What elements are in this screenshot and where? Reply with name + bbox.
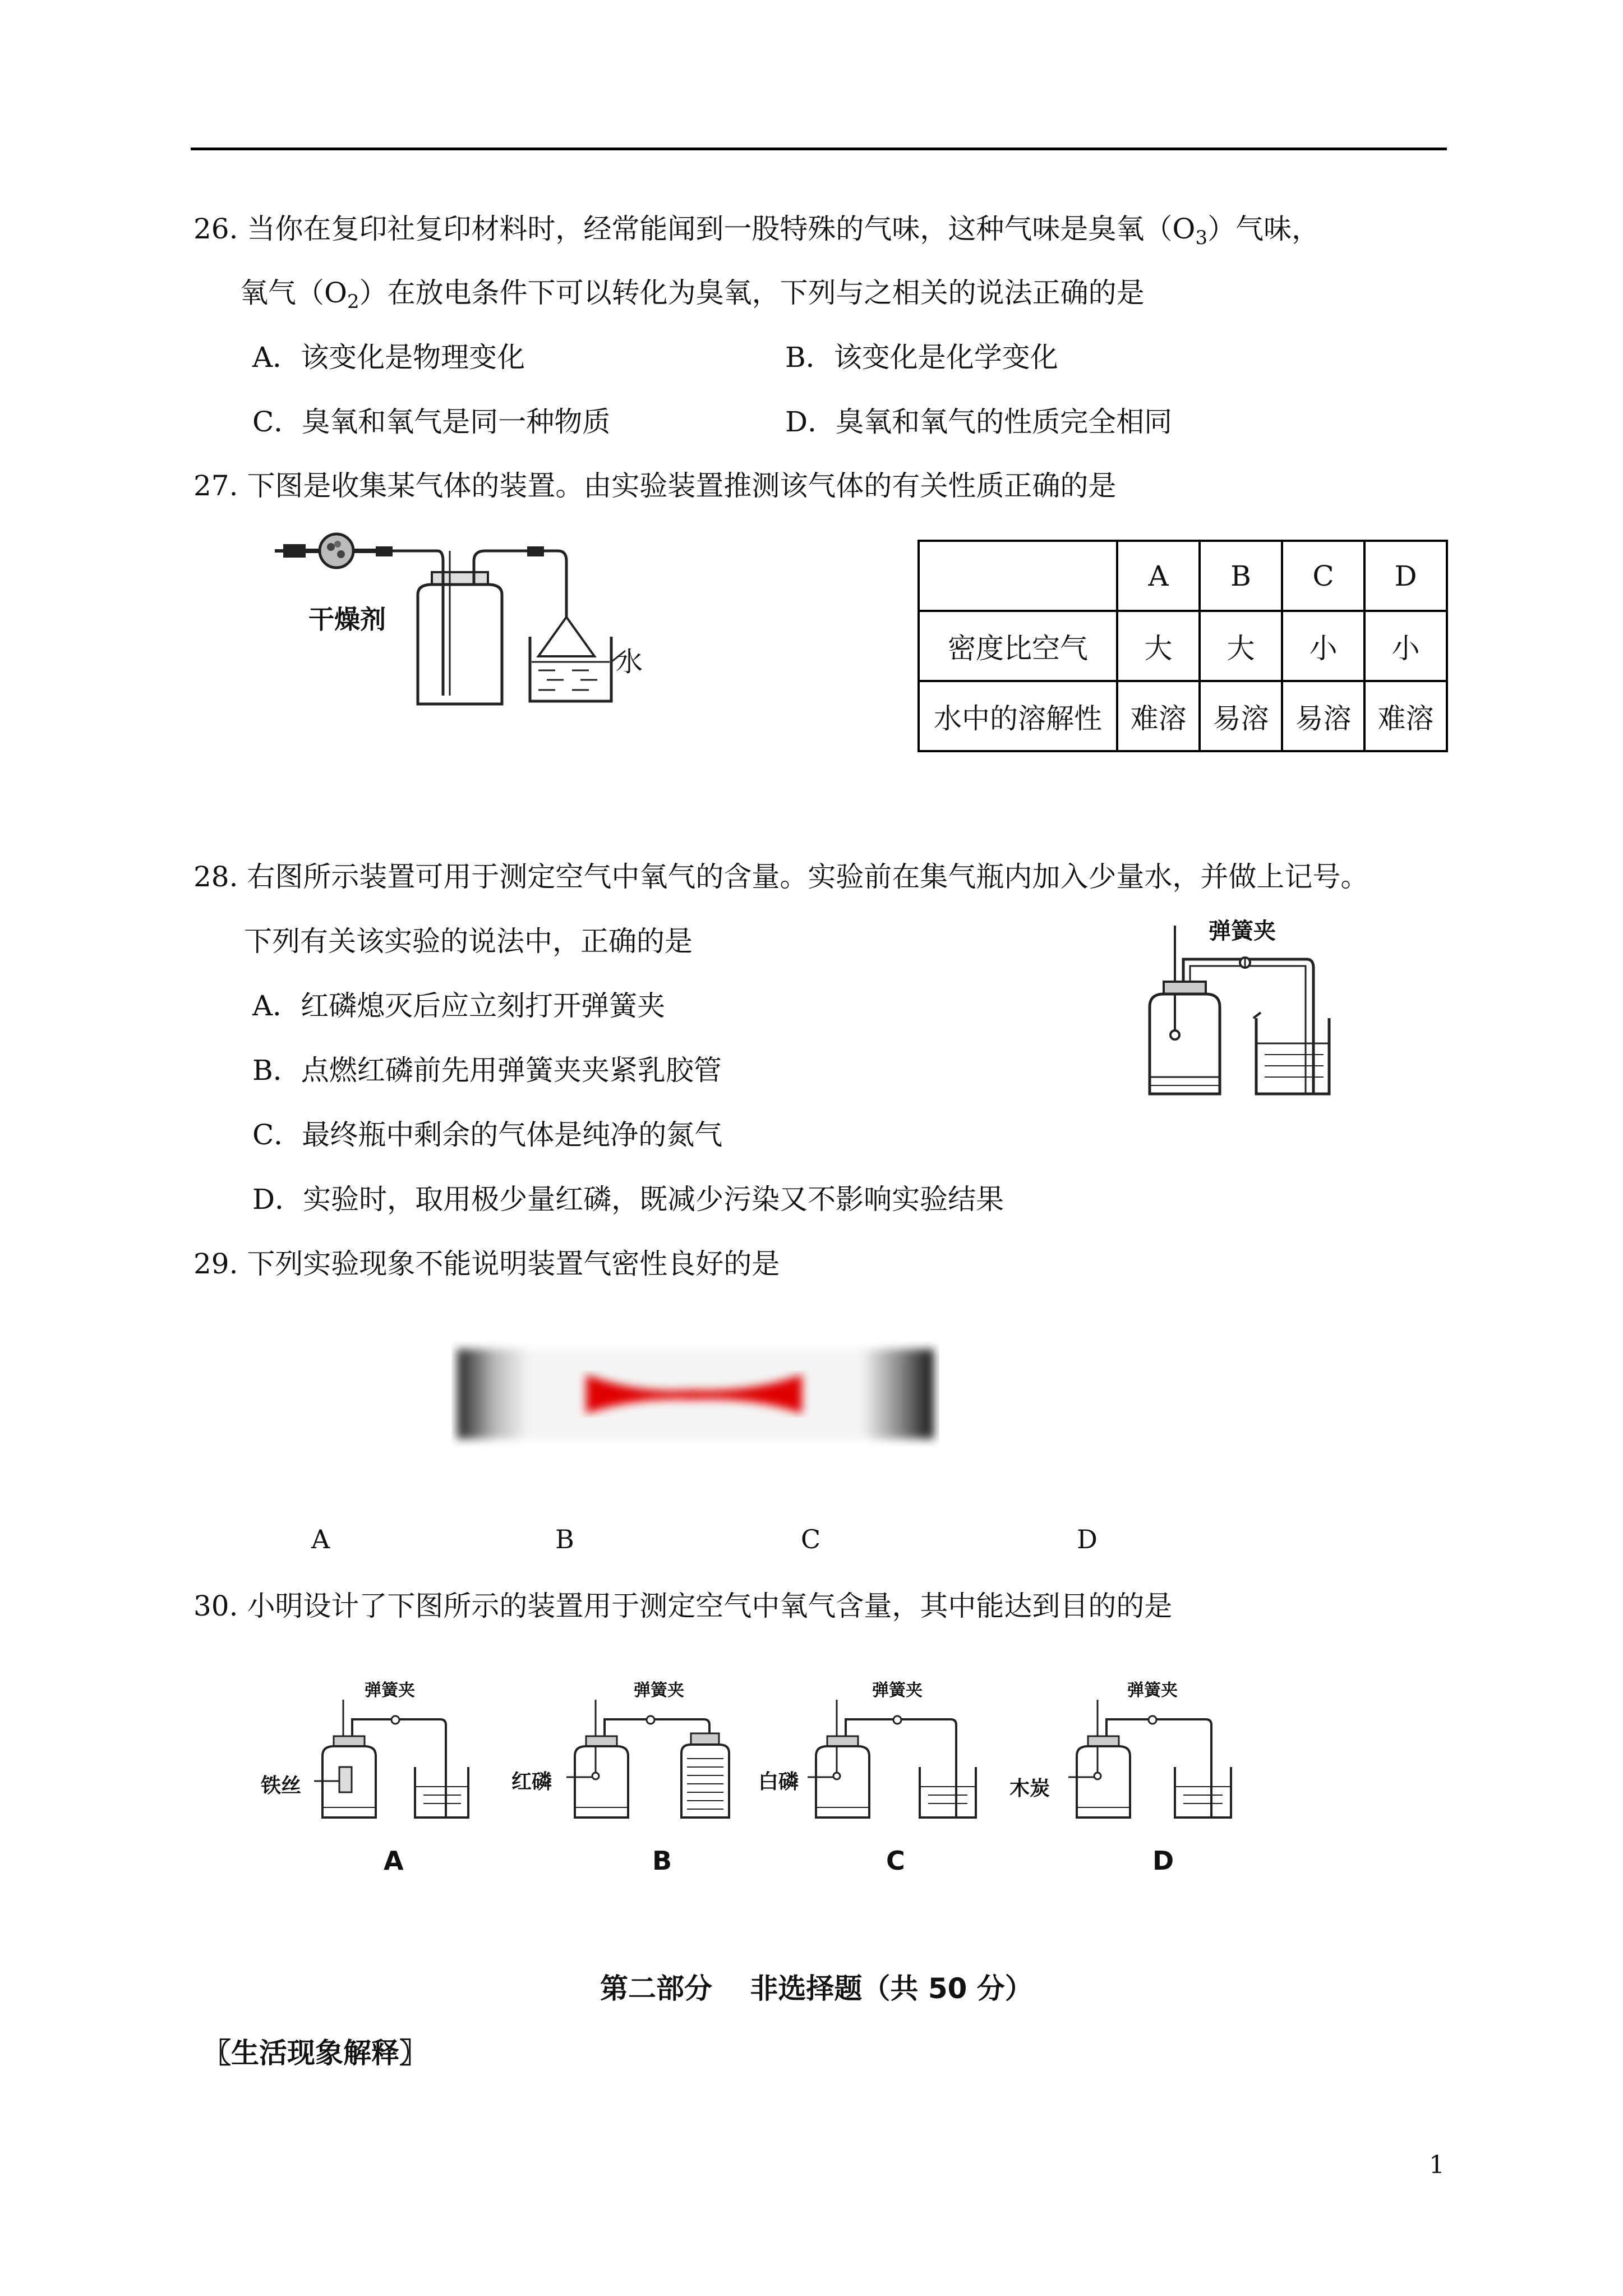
q30-c-letter: C (886, 1846, 905, 1876)
q30-b-reagent-label: 红磷 (511, 1770, 552, 1793)
q27-stem: 下图是收集某气体的装置。由实验装置推测该气体的有关性质正确的是 (247, 470, 1117, 502)
q30-apparatus-a (314, 1683, 482, 1823)
q26-stem-subscript: 3 (1195, 227, 1208, 249)
q26-number: 26. (193, 213, 238, 245)
table-header-b: B (1200, 541, 1282, 611)
q30-a-clip-label: 弹簧夹 (365, 1681, 415, 1700)
q26-stem-part2: ）气味， (1207, 213, 1320, 245)
q27-gas-collection-figure (275, 527, 667, 718)
table-header-blank (919, 541, 1117, 611)
q28-number: 28. (193, 861, 238, 893)
q26-option-c: C．臭氧和氧气是同一种物质 (252, 406, 611, 438)
q30-apparatus-c (808, 1683, 987, 1823)
table-header-a: A (1117, 541, 1200, 611)
q29-number: 29. (193, 1248, 238, 1280)
q29-letter-a: A (311, 1524, 330, 1554)
q28-option-c: C．最终瓶中剩余的气体是纯净的氮气 (252, 1119, 723, 1151)
q30-c-reagent-label: 白磷 (758, 1770, 799, 1793)
q27-water-label: 水 (616, 646, 643, 678)
q30-a-letter: A (384, 1846, 404, 1876)
q26-line1 (193, 212, 1320, 255)
table-cell: 水中的溶解性 (919, 681, 1117, 751)
table-cell: 难溶 (1117, 681, 1200, 751)
q30-apparatus-d (1068, 1683, 1242, 1823)
header-rule (191, 148, 1447, 150)
q28-stem: 右图所示装置可用于测定空气中氧气的含量。实验前在集气瓶内加入少量水，并做上记号。 (247, 861, 1369, 893)
q26-option-d: D．臭氧和氧气的性质完全相同 (785, 406, 1173, 438)
q29-letter-b: B (555, 1524, 574, 1554)
q28-option-a: A．红磷熄灭后应立刻打开弹簧夹 (252, 990, 666, 1022)
section-heading: 〖生活现象解释〗 (203, 2037, 427, 2069)
q26-option-b: B．该变化是化学变化 (785, 341, 1058, 374)
table-cell: 大 (1200, 611, 1282, 681)
page-number: 1 (1429, 2151, 1445, 2179)
q27-properties-table (917, 540, 1448, 752)
q28-clip-label: 弹簧夹 (1209, 918, 1276, 944)
table-cell: 难溶 (1364, 681, 1447, 751)
table-header-d: D (1364, 541, 1447, 611)
q30-d-clip-label: 弹簧夹 (1127, 1681, 1178, 1700)
table-cell: 易溶 (1282, 681, 1364, 751)
table-cell: 密度比空气 (919, 611, 1117, 681)
q28-stem-line2: 下列有关该实验的说法中，正确的是 (244, 925, 693, 958)
q30-apparatus-b (566, 1683, 746, 1823)
q30-stem: 小明设计了下图所示的装置用于测定空气中氧气含量，其中能达到目的的是 (247, 1590, 1173, 1622)
q29-stem: 下列实验现象不能说明装置气密性良好的是 (247, 1248, 780, 1280)
table-cell: 大 (1117, 611, 1200, 681)
q27-number: 27. (193, 470, 238, 502)
q30-b-clip-label: 弹簧夹 (634, 1681, 684, 1700)
q26-stem2-part1: 氧气（O (240, 277, 347, 309)
table-row (919, 541, 1447, 611)
q28-oxygen-apparatus-figure (1138, 909, 1352, 1105)
table-cell: 小 (1364, 611, 1447, 681)
part-two-title: 第二部分 非选择题（共 50 分） (600, 1972, 1033, 2005)
q30-d-letter: D (1152, 1846, 1174, 1876)
q28-option-d: D．实验时，取用极少量红磷，既减少污染又不影响实验结果 (252, 1183, 1004, 1216)
table-row (919, 681, 1447, 751)
q30-number: 30. (193, 1590, 238, 1622)
q26-stem2-part2: ）在放电条件下可以转化为臭氧，下列与之相关的说法正确的是 (359, 277, 1145, 309)
table-cell: 易溶 (1200, 681, 1282, 751)
q26-option-a: A．该变化是物理变化 (252, 341, 525, 374)
q29-line1 (193, 1247, 780, 1281)
q30-c-clip-label: 弹簧夹 (872, 1681, 923, 1700)
q28-line1 (193, 860, 1368, 894)
q30-line1 (193, 1589, 1172, 1623)
q30-b-letter: B (652, 1846, 672, 1876)
q30-d-reagent-label: 木炭 (1009, 1777, 1050, 1800)
q28-option-b: B．点燃红磷前先用弹簧夹夹紧乳胶管 (252, 1054, 722, 1087)
q26-line2 (240, 276, 1145, 319)
table-row (919, 611, 1447, 681)
table-cell: 小 (1282, 611, 1364, 681)
q27-line1 (193, 469, 1116, 503)
q29-letter-c: C (801, 1524, 821, 1554)
table-header-c: C (1282, 541, 1364, 611)
q29-letter-d: D (1077, 1524, 1098, 1554)
q26-stem-part1: 当你在复印社复印材料时，经常能闻到一股特殊的气味，这种气味是臭氧（O (247, 213, 1196, 245)
q26-stem2-subscript: 2 (347, 291, 359, 313)
q27-desiccant-label: 干燥剂 (308, 604, 386, 634)
q29-broken-image-placeholder (451, 1341, 939, 1447)
q30-a-reagent-label: 铁丝 (261, 1774, 302, 1797)
